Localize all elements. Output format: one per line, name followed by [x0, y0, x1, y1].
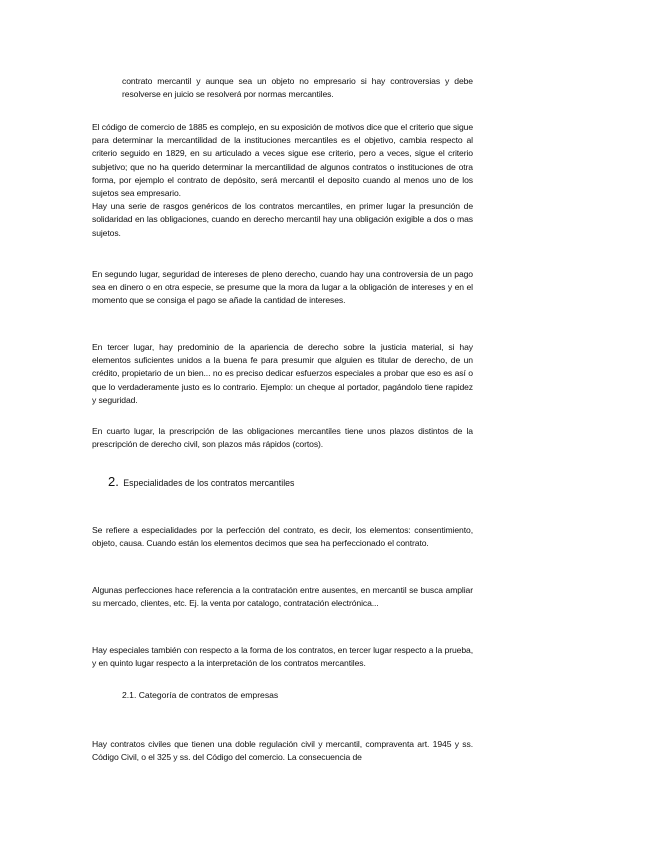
paragraph-segundo-text: En segundo lugar, seguridad de intereses de pleno derecho, cuando hay una controversia de un pago sea en dinero o en otra especie, se presume que la mora da lugar a la obligación de intereses y en el momento que se consiga el pago se añade la cantidad de intereses.	[92, 269, 473, 306]
paragraph-forma-text: Hay especiales también con respecto a la forma de los contratos, en tercer lugar respecto a la prueba, y en quinto lugar respecto a la interpretación de los contratos mercantiles.	[92, 645, 473, 669]
paragraph-ausentes-text: Algunas perfecciones hace referencia a la contratación entre ausentes, en mercantil se busca ampliar su mercado, clientes, etc. Ej. la venta por catalogo, contratación electrónica...	[92, 585, 473, 609]
paragraph-civiles	[92, 738, 473, 764]
paragraph-perfeccion	[92, 524, 473, 550]
paragraph-codigo-text: El código de comercio de 1885 es complejo, en su exposición de motivos dice que el criterio que sigue para determinar la mercantilidad de la instituciones mercantiles es el objetivo, cambia respecto al criterio seguido en 1829, en su articulado a veces sigue ese criterio, pero a veces, sigue el criterio subjetivo; que no ha querido determinar la mercantilidad de algunos contratos o instituciones de otra forma, por ejemplo el contrato de depósito, será mercantil el deposito cuando al menos uno de los sujetos sea empresario.	[92, 122, 473, 199]
paragraph-segundo	[92, 268, 473, 308]
section-title: Especialidades de los contratos mercantiles	[123, 478, 295, 488]
paragraph-intro-text: contrato mercantil y aunque sea un objeto no empresario si hay controversias y debe resolverse en juicio se resolverá por normas mercantiles.	[122, 76, 473, 100]
paragraph-cuarto-text: En cuarto lugar, la prescripción de las obligaciones mercantiles tiene unos plazos distintos de la prescripción de derecho civil, son plazos más rápidos (cortos).	[92, 426, 473, 450]
paragraph-rasgos-text: Hay una serie de rasgos genéricos de los contratos mercantiles, en primer lugar la presunción de solidaridad en las obligaciones, cuando en derecho mercantil hay una obligación exigible a dos o mas sujetos.	[92, 201, 473, 238]
paragraph-forma	[92, 644, 473, 670]
section-number: 2.	[108, 474, 119, 489]
paragraph-intro	[122, 75, 473, 101]
paragraph-cuarto	[92, 425, 473, 451]
section-heading-2	[108, 474, 348, 491]
subsection-heading-2-1	[122, 689, 322, 702]
paragraph-tercero	[92, 341, 473, 407]
paragraph-codigo	[92, 121, 473, 240]
paragraph-ausentes	[92, 584, 473, 610]
paragraph-perfeccion-text: Se refiere a especialidades por la perfección del contrato, es decir, los elementos: consentimiento, objeto, causa. Cuando están los elementos decimos que sea ha perfeccionado el contrato.	[92, 525, 473, 549]
paragraph-tercero-text: En tercer lugar, hay predominio de la apariencia de derecho sobre la justicia material, si hay elementos suficientes unidos a la buena fe para presumir que alguien es titular de derecho, de un crédito, propietario de un bien... no es preciso dedicar esfuerzos especiales a probar que eso es así o que lo verdaderamente justo es lo contrario. Ejemplo: un cheque al portador, pagándolo tiene rapidez y seguridad.	[92, 342, 473, 405]
paragraph-civiles-text: Hay contratos civiles que tienen una doble regulación civil y mercantil, compraventa art. 1945 y ss. Código Civil, o el 325 y ss. del Código del comercio. La consecuencia de	[92, 739, 473, 763]
subsection-title: 2.1. Categoría de contratos de empresas	[122, 690, 279, 700]
